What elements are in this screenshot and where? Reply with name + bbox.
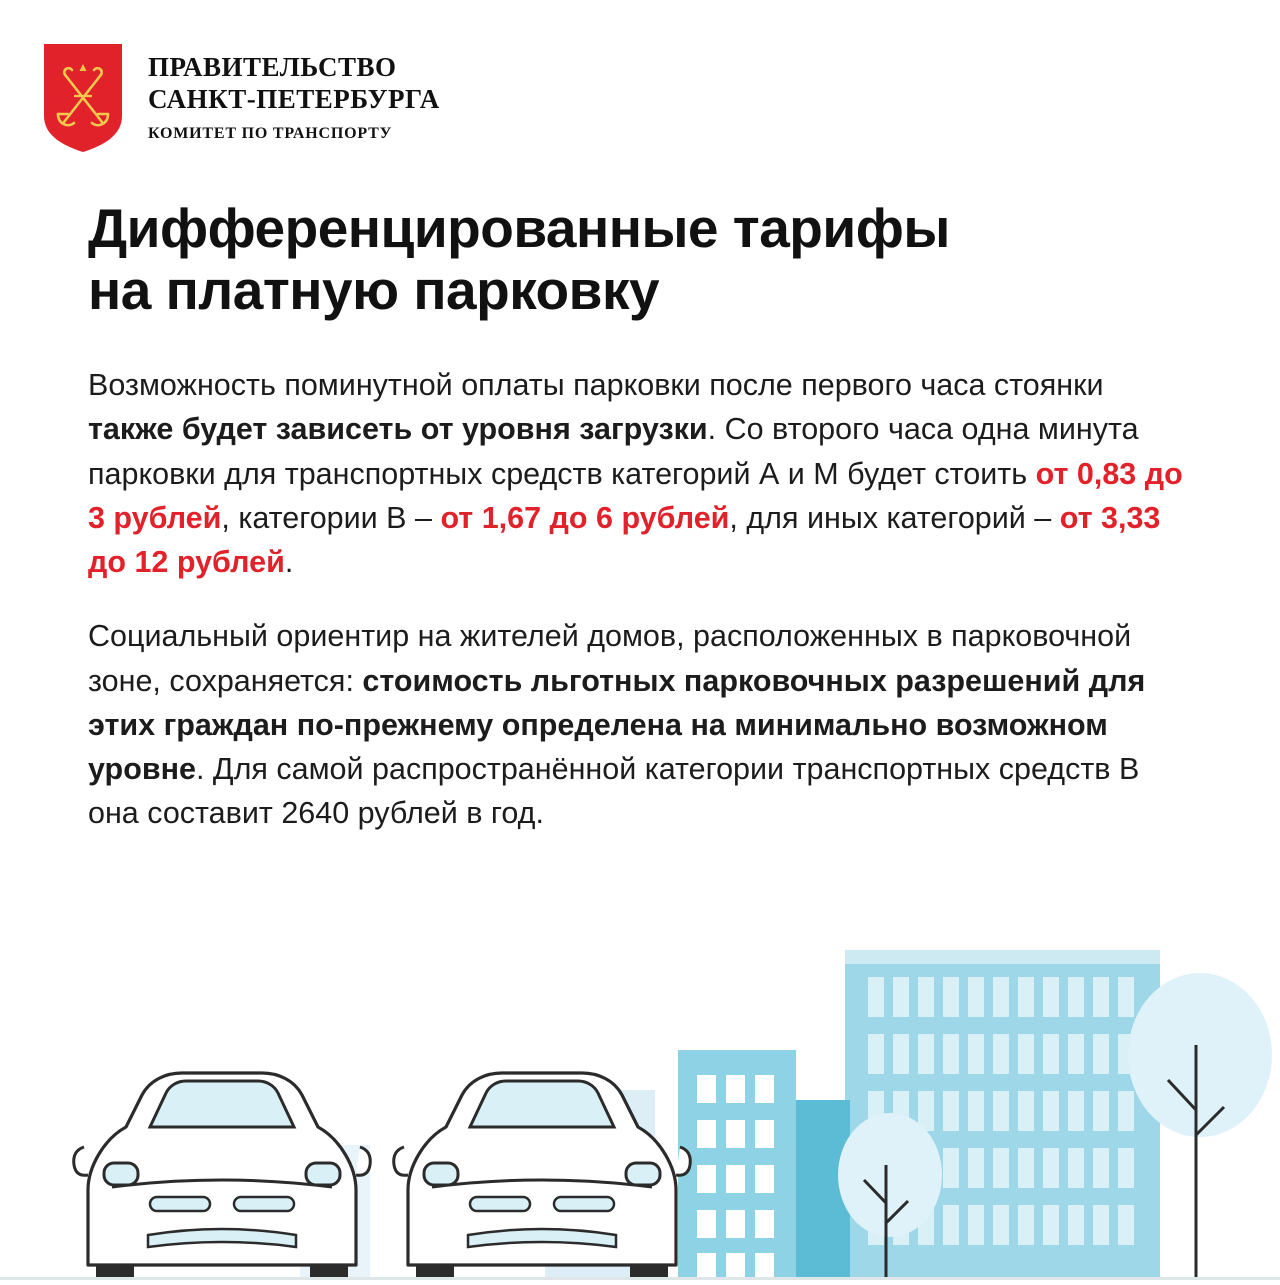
gov-line-2: САНКТ-ПЕТЕРБУРГА [148,83,440,114]
body-text [88,363,1193,835]
p2-segment-1: Социальный ориентир на жителей домов, расположенных в парковочной зоне, сохраняется: [88,619,1132,698]
p1-segment-5: . [284,545,294,580]
page-title [88,198,1188,321]
gov-line-1: ПРАВИТЕЛЬСТВО [148,52,397,82]
p1-rate-b: от 1,67 до 6 рублей [440,500,730,535]
p2-segment-2: . Для самой распространённой категории транспортных средств В она составит 2640 рублей в год. [88,751,1140,831]
p1-segment-1: Возможность поминутной оплаты парковки после первого часа стоянки [88,368,1104,403]
p1-segment-2: . Со второго часа одна минута парковки для транспортных средств категорий А и М будет стоить [88,412,1139,491]
header-text [148,44,440,143]
title-line-2: на платную парковку [88,258,660,321]
p2-bold-1: стоимость льготных парковочных разрешений для этих граждан по-прежнему определена на минимально возможном уровне [88,663,1146,786]
building-icon [678,1050,796,1280]
committee-line: КОМИТЕТ ПО ТРАНСПОРТУ [148,124,393,142]
title-line-1: Дифференцированные тарифы [88,197,950,259]
coat-of-arms-icon [44,44,122,152]
illustration [0,935,1280,1280]
car-front-icon [74,1073,371,1280]
header [0,0,1280,152]
paragraph-2 [88,614,1193,835]
p1-segment-4: , для иных категорий – [729,500,1060,535]
p1-rate-a-m: от 0,83 до 3 рублей [88,456,1183,535]
paragraph-1 [88,363,1193,584]
p1-bold-1: также будет зависеть от уровня загрузки [88,412,708,447]
p1-segment-3: , категории В – [221,500,441,535]
p1-rate-other: от 3,33 до 12 рублей [88,500,1161,580]
